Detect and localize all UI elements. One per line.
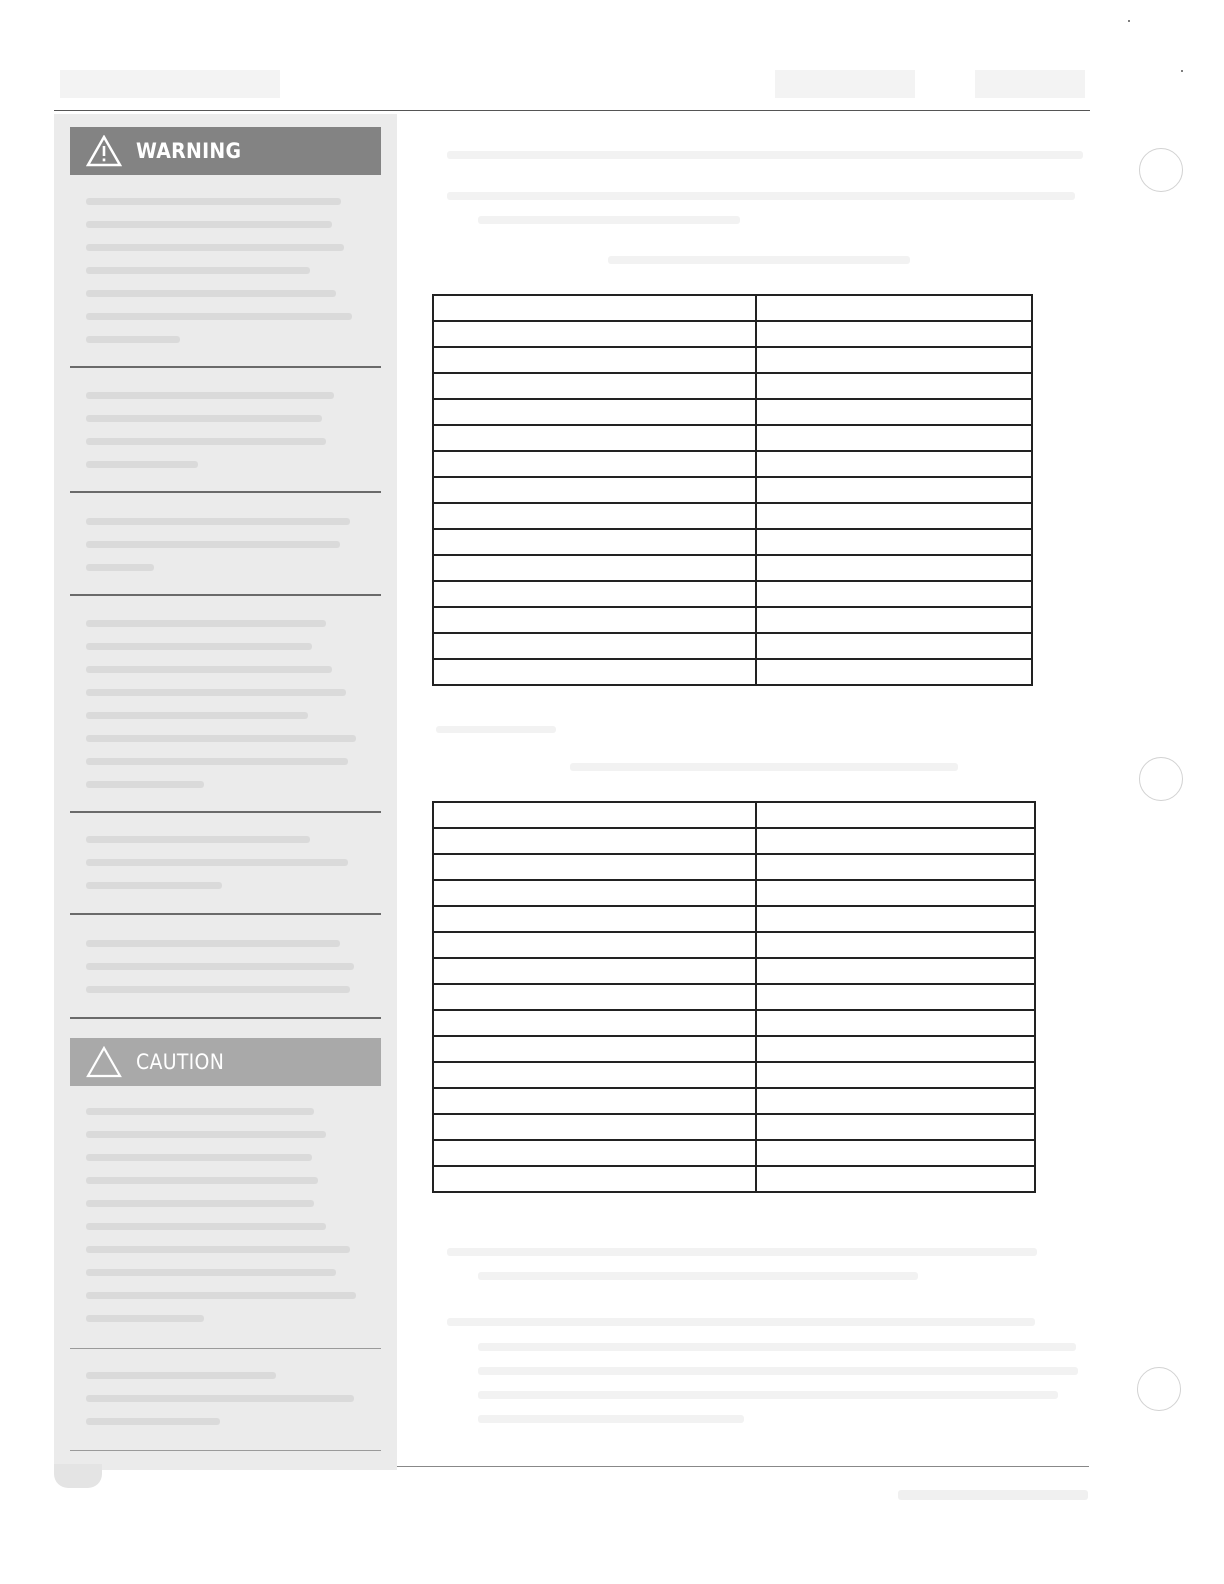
table-cell	[433, 1114, 756, 1140]
table-cell	[433, 347, 756, 373]
table-row	[433, 854, 1035, 880]
table-cell	[756, 295, 1032, 321]
warning-text-block	[86, 392, 361, 484]
table-row	[433, 1114, 1035, 1140]
warning-text-block	[86, 940, 361, 1009]
table-cell	[433, 581, 756, 607]
table-cell	[756, 1140, 1035, 1166]
table-row	[433, 1140, 1035, 1166]
table-row	[433, 633, 1032, 659]
hole-punch	[1137, 1367, 1181, 1411]
table-cell	[433, 984, 756, 1010]
table-cell	[756, 529, 1032, 555]
warning-triangle-icon	[86, 135, 122, 167]
header-chapter-faint	[975, 70, 1085, 98]
warning-label: WARNING	[136, 139, 242, 163]
table-cell	[433, 958, 756, 984]
table-cell	[756, 425, 1032, 451]
table-row	[433, 1088, 1035, 1114]
table-cell	[756, 347, 1032, 373]
table-cell	[756, 451, 1032, 477]
table-row	[433, 451, 1032, 477]
table-cell	[756, 607, 1032, 633]
table-row	[433, 529, 1032, 555]
body-text-line	[447, 1248, 1037, 1256]
table-caption-line	[608, 256, 910, 264]
table-cell	[433, 321, 756, 347]
table-cell	[433, 529, 756, 555]
table-row	[433, 425, 1032, 451]
table-cell	[756, 880, 1035, 906]
table-cell	[433, 1062, 756, 1088]
table-row	[433, 503, 1032, 529]
caution-label: CAUTION	[136, 1050, 225, 1074]
warning-text-block	[86, 836, 361, 905]
warning-banner	[70, 127, 381, 175]
body-text-line	[478, 1415, 744, 1423]
table-cell	[433, 659, 756, 685]
caution-text-block	[86, 1108, 361, 1338]
table-row	[433, 1062, 1035, 1088]
table-cell	[756, 633, 1032, 659]
table-cell	[756, 321, 1032, 347]
warning-text-block	[86, 620, 361, 804]
table-footnote-line	[436, 726, 556, 733]
table-row	[433, 958, 1035, 984]
table-row	[433, 373, 1032, 399]
table-row	[433, 581, 1032, 607]
table-row	[433, 555, 1032, 581]
sidebar-separator	[70, 1450, 381, 1451]
scan-speck	[1181, 70, 1183, 72]
table-row	[433, 321, 1032, 347]
header-title-faint	[60, 70, 280, 98]
table-cell	[433, 607, 756, 633]
table-cell	[433, 399, 756, 425]
table-cell	[756, 854, 1035, 880]
table-row	[433, 399, 1032, 425]
body-text-line	[478, 1343, 1076, 1351]
sidebar-separator	[70, 1017, 381, 1019]
table-caption-line	[570, 763, 958, 771]
footer-rule	[397, 1466, 1089, 1467]
caution-banner	[70, 1038, 381, 1086]
table-cell	[756, 1010, 1035, 1036]
table-cell	[756, 477, 1032, 503]
table-cell	[433, 1036, 756, 1062]
body-text-line	[478, 1272, 918, 1280]
table-cell	[756, 1114, 1035, 1140]
table-row	[433, 932, 1035, 958]
table-cell	[433, 1010, 756, 1036]
table-cell	[433, 451, 756, 477]
sidebar-separator	[70, 594, 381, 596]
table-cell	[756, 828, 1035, 854]
table-cell	[756, 1062, 1035, 1088]
hole-punch	[1139, 757, 1183, 801]
sidebar-separator	[70, 366, 381, 368]
table-cell	[756, 932, 1035, 958]
table-row	[433, 984, 1035, 1010]
table-cell	[756, 399, 1032, 425]
sidebar-separator	[70, 913, 381, 915]
table-cell	[756, 1036, 1035, 1062]
table-row	[433, 906, 1035, 932]
table-cell	[433, 633, 756, 659]
table-row	[433, 347, 1032, 373]
table-cell	[756, 373, 1032, 399]
table-cell	[433, 1166, 756, 1192]
table-cell	[756, 659, 1032, 685]
table-cell	[433, 880, 756, 906]
table-cell	[756, 906, 1035, 932]
table-row	[433, 1010, 1035, 1036]
table-cell	[433, 854, 756, 880]
sidebar-separator	[70, 1348, 381, 1349]
warning-text-block	[86, 198, 361, 359]
table-row	[433, 477, 1032, 503]
table-row	[433, 607, 1032, 633]
table-cell	[433, 373, 756, 399]
scan-speck	[1128, 20, 1130, 22]
hole-punch	[1139, 148, 1183, 192]
sidebar-separator	[70, 491, 381, 493]
table-cell	[756, 958, 1035, 984]
sidebar-tab	[54, 1464, 102, 1488]
table-cell	[433, 503, 756, 529]
warning-text-block	[86, 518, 361, 587]
header-section-faint	[775, 70, 915, 98]
table-row	[433, 659, 1032, 685]
table-header-row	[433, 802, 1035, 828]
caution-triangle-icon	[86, 1046, 122, 1078]
table-cell	[433, 802, 756, 828]
body-text-line	[447, 1318, 1035, 1326]
table-cell	[433, 477, 756, 503]
table-row	[433, 1166, 1035, 1192]
table-cell	[433, 1088, 756, 1114]
body-text-line	[447, 151, 1083, 159]
table-cell	[433, 295, 756, 321]
table-cell	[756, 503, 1032, 529]
body-text-line	[478, 1391, 1058, 1399]
table-row	[433, 1036, 1035, 1062]
body-text-line	[447, 192, 1075, 200]
table-header-row	[433, 295, 1032, 321]
table-row	[433, 880, 1035, 906]
table-cell	[756, 581, 1032, 607]
header-rule	[54, 110, 1090, 111]
table-cell	[433, 828, 756, 854]
table-row	[433, 828, 1035, 854]
body-text-line	[478, 1367, 1078, 1375]
table-cell	[756, 802, 1035, 828]
table-cell	[756, 1166, 1035, 1192]
table-cell	[433, 932, 756, 958]
body-text-line	[478, 216, 740, 224]
caution-text-block	[86, 1372, 361, 1441]
data-table-2	[432, 801, 1036, 1193]
footer-page-number-faint	[898, 1490, 1088, 1500]
data-table-1	[432, 294, 1033, 686]
table-cell	[433, 1140, 756, 1166]
table-cell	[433, 425, 756, 451]
table-cell	[756, 1088, 1035, 1114]
sidebar-separator	[70, 811, 381, 813]
table-cell	[756, 984, 1035, 1010]
table-cell	[433, 555, 756, 581]
table-cell	[756, 555, 1032, 581]
table-cell	[433, 906, 756, 932]
